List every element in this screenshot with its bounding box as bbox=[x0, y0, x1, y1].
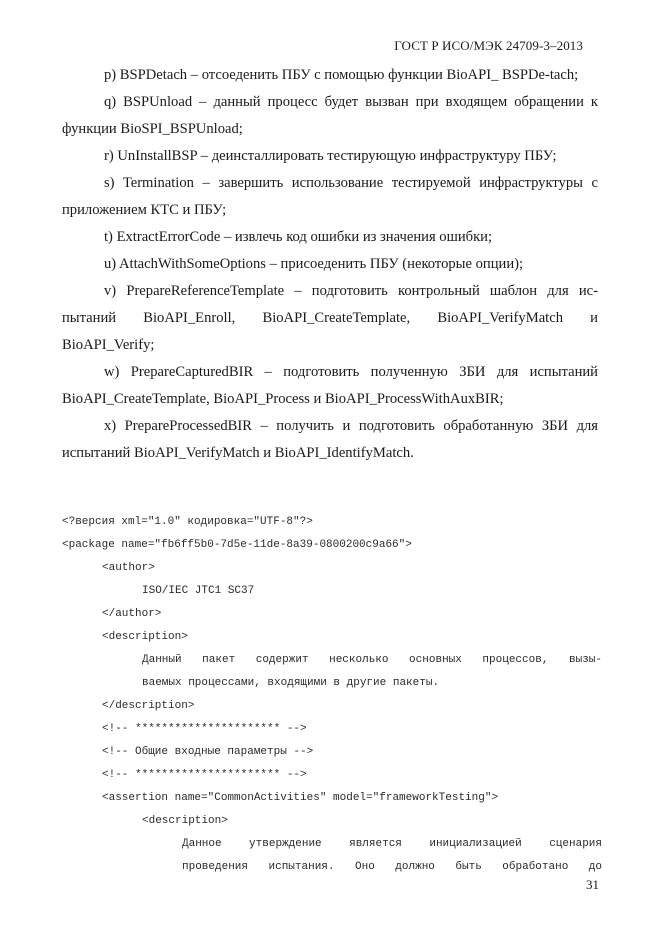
document-header: ГОСТ Р ИСО/МЭК 24709-3–2013 bbox=[394, 38, 583, 53]
code-line: </author> bbox=[102, 608, 162, 620]
code-line: проведения испытания. Оно должно быть обработано до bbox=[182, 861, 602, 873]
code-line: Данное утверждение является инициализацией сценария bbox=[182, 838, 602, 850]
code-line: ваемых процессами, входящими в другие пакеты. bbox=[142, 677, 440, 689]
list-item-w: w) PrepareCapturedBIR – подготовить полученную ЗБИ для испытаний BioAPI_CreateTemplate, BioAPI_Process и BioAPI_ProcessWithAuxBIR; bbox=[62, 364, 598, 407]
code-line: <package name="fb6ff5b0-7d5e-11de-8a39-0800200c9a66"> bbox=[62, 539, 412, 551]
code-line: <description> bbox=[102, 631, 188, 643]
code-line: ISO/IEC JTC1 SC37 bbox=[142, 585, 255, 597]
list-item-s: s) Termination – завершить использование тестируемой инфраструктуры с приложением КТС и ПБУ; bbox=[62, 175, 598, 218]
list-item-u: u) AttachWithSomeOptions – присоеденить ПБУ (некоторые опции); bbox=[104, 256, 524, 272]
list-item-v: v) PrepareReferenceTemplate – подготовить контрольный шаблон для ис-пытаний BioAPI_Enroll, BioAPI_CreateTemplate, BioAPI_VerifyMatch и BioAPI_Verify; bbox=[62, 283, 598, 353]
list-item-x: x) PrepareProcessedBIR – получить и подготовить обработанную ЗБИ для испытаний BioAPI_VerifyMatch и BioAPI_IdentifyMatch. bbox=[62, 418, 598, 461]
list-body bbox=[62, 62, 598, 467]
list-item-q: q) BSPUnload – данный процесс будет вызван при входящем обращении к функции BioSPI_BSPUnload; bbox=[62, 94, 598, 137]
list-item-p: p) BSPDetach – отсоеденить ПБУ с помощью функции BioAPI_ BSPDe-tach; bbox=[104, 67, 579, 83]
xml-code-listing bbox=[62, 511, 602, 879]
code-line: <description> bbox=[142, 815, 228, 827]
code-line: <?версия xml="1.0" кодировка="UTF-8"?> bbox=[62, 516, 313, 528]
code-line: Данный пакет содержит несколько основных процессов, вызы- bbox=[142, 654, 602, 666]
code-line: <assertion name="CommonActivities" model="frameworkTesting"> bbox=[102, 792, 499, 804]
code-line: <author> bbox=[102, 562, 155, 574]
page-number: 31 bbox=[586, 877, 599, 892]
code-line: </description> bbox=[102, 700, 195, 712]
code-line: <!-- ********************** --> bbox=[102, 769, 307, 781]
list-item-r: r) UnInstallBSP – деинсталлировать тестирующую инфраструктуру ПБУ; bbox=[104, 148, 557, 164]
code-line: <!-- ********************** --> bbox=[102, 723, 307, 735]
code-line: <!-- Общие входные параметры --> bbox=[102, 746, 314, 758]
list-item-t: t) ExtractErrorCode – извлечь код ошибки из значения ошибки; bbox=[104, 229, 493, 245]
